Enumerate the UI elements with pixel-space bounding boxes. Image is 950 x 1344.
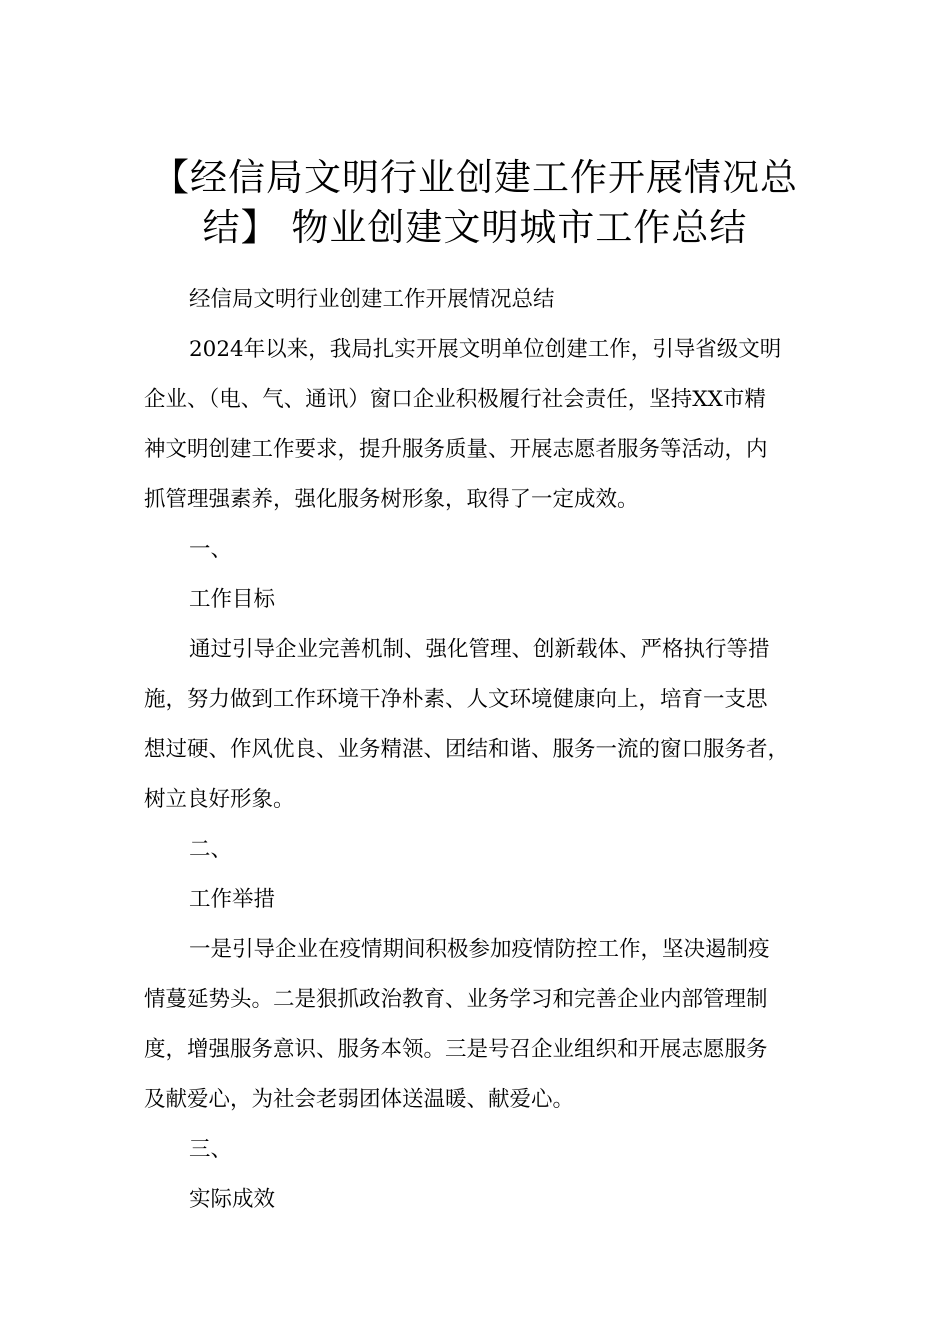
text-line: 情蔓延势头。二是狠抓政治教育、业务学习和完善企业内部管理制 — [144, 987, 768, 1012]
text-line: 企业、（电、气、通讯）窗口企业积极履行社会责任，坚持XX市精 — [144, 387, 766, 412]
text-line: 三、 — [189, 1137, 233, 1162]
goals-paragraph — [144, 625, 814, 825]
title-line: 结】 物业创建文明城市工作总结 — [202, 205, 748, 249]
text-line: 施，努力做到工作环境干净朴素、人文环境健康向上，培育一支思 — [144, 687, 768, 712]
text-line: 实际成效 — [189, 1187, 276, 1212]
text-line: 想过硬、作风优良、业务精湛、团结和谐、服务一流的窗口服务者， — [144, 737, 790, 762]
section-heading — [144, 875, 814, 925]
title-line: 【经信局文明行业创建工作开展情况总 — [152, 155, 798, 199]
text-line: 度，增强服务意识、服务本领。三是号召企业组织和开展志愿服务 — [144, 1037, 768, 1062]
section-number — [144, 525, 814, 575]
text-line: 二、 — [189, 837, 233, 862]
text-line: 通过引导企业完善机制、强化管理、创新载体、严格执行等措 — [189, 637, 770, 662]
section-heading — [144, 1175, 814, 1225]
section-number — [144, 825, 814, 875]
text-line: 2024年以来，我局扎实开展文明单位创建工作，引导省级文明 — [189, 337, 782, 362]
text-line: 抓管理强素养，强化服务树形象，取得了一定成效。 — [144, 487, 639, 512]
text-line: 经信局文明行业创建工作开展情况总结 — [189, 287, 555, 312]
text-line: 神文明创建工作要求，提升服务质量、开展志愿者服务等活动，内 — [144, 437, 768, 462]
text-line: 树立良好形象。 — [144, 787, 295, 812]
text-line: 一是引导企业在疫情期间积极参加疫情防控工作，坚决遏制疫 — [189, 937, 770, 962]
intro-paragraph — [144, 325, 814, 525]
text-line: 一、 — [189, 537, 233, 562]
text-line: 工作目标 — [189, 587, 276, 612]
section-number — [144, 1125, 814, 1175]
document-title — [120, 150, 830, 250]
measures-paragraph — [144, 925, 814, 1125]
section-heading — [144, 575, 814, 625]
document-body — [144, 275, 814, 1225]
text-line: 工作举措 — [189, 887, 276, 912]
subtitle-paragraph — [144, 275, 814, 325]
text-line: 及献爱心，为社会老弱团体送温暖、献爱心。 — [144, 1087, 575, 1112]
